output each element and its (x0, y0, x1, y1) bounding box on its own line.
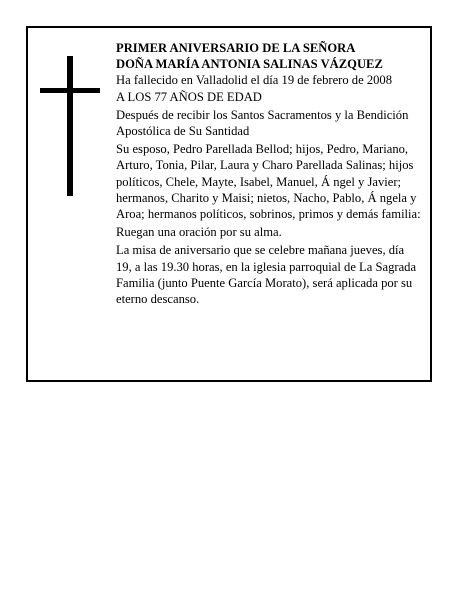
cross-horizontal-bar (40, 88, 100, 93)
cross-vertical-bar (67, 56, 73, 196)
family-paragraph: Su esposo, Pedro Parellada Bellod; hijos, Pedro, Mariano, Arturo, Tonia, Pilar, Laura y Charo Parellada Salinas; hijos políticos, Chele, Mayte, Isabel, Manuel, Á ngel y Javier; hermanos, Charito y Maisi; nietos, Nacho, Pablo, Á ngela y Aroa; hermanos políticos, sobrinos, primos y demás familia: (116, 142, 421, 222)
age-line: A LOS 77 AÑOS DE EDAD (116, 89, 262, 104)
obituary-notice (26, 26, 432, 382)
death-info: Ha fallecido en Valladolid el día 19 de febrero de 2008 (116, 73, 393, 88)
notice-heading-line2: DOÑA MARÍA ANTONIA SALINAS VÁZQUEZ (116, 57, 383, 72)
prayer-line: Ruegan una oración por su alma. (116, 225, 282, 240)
cross-icon (40, 56, 100, 196)
notice-text (116, 40, 422, 307)
mass-paragraph: La misa de aniversario que se celebre mañana jueves, día 19, a las 19.30 horas, en la iglesia parroquial de La Sagrada Familia (junto Puente García Morato), será aplicada por su eterno descanso. (116, 243, 417, 307)
notice-heading-line1: PRIMER ANIVERSARIO DE LA SEÑORA (116, 41, 356, 55)
sacraments-paragraph: Después de recibir los Santos Sacramentos y la Bendición Apostólica de Su Santidad (116, 107, 409, 139)
